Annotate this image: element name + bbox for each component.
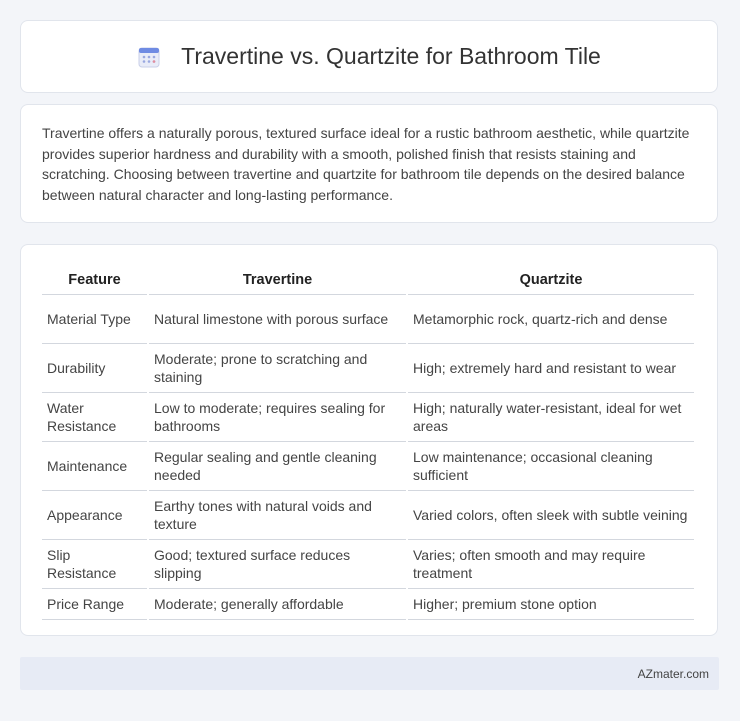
feature-cell: Material Type [42,295,147,344]
intro-card [20,104,718,223]
quartzite-cell: Metamorphic rock, quartz-rich and dense [408,295,694,344]
page-title: Travertine vs. Quartzite for Bathroom Tile [181,43,601,69]
comparison-table [40,263,696,620]
quartzite-cell: High; extremely hard and resistant to wear [408,344,694,393]
feature-cell: Price Range [42,589,147,620]
feature-cell: Maintenance [42,442,147,491]
quartzite-cell: Varies; often smooth and may require treatment [408,540,694,589]
footer-brand: AZmater.com [637,666,709,681]
table-header-row [42,263,694,295]
travertine-cell: Regular sealing and gentle cleaning needed [149,442,406,491]
header-travertine: Travertine [149,263,406,295]
table-row [42,442,694,491]
intro-paragraph: Travertine offers a naturally porous, textured surface ideal for a rustic bathroom aesthetic, while quartzite provides superior hardness and durability with a smooth, polished finish that resists staining and scratching. Choosing between travertine and quartzite for bathroom tile depends on the desired balance between natural character and long-lasting performance. [42,125,690,203]
quartzite-cell: Low maintenance; occasional cleaning sufficient [408,442,694,491]
travertine-cell: Low to moderate; requires sealing for bathrooms [149,393,406,442]
footer-bar [20,657,719,690]
quartzite-cell: Varied colors, often sleek with subtle veining [408,491,694,540]
table-row [42,295,694,344]
travertine-cell: Natural limestone with porous surface [149,295,406,344]
quartzite-cell: High; naturally water-resistant, ideal for wet areas [408,393,694,442]
table-row [42,393,694,442]
table-row [42,491,694,540]
table-row [42,589,694,620]
feature-cell: Appearance [42,491,147,540]
calendar-icon [137,45,161,69]
header-feature: Feature [42,263,147,295]
table-row [42,344,694,393]
header-quartzite: Quartzite [408,263,694,295]
travertine-cell: Earthy tones with natural voids and texture [149,491,406,540]
travertine-cell: Good; textured surface reduces slipping [149,540,406,589]
feature-cell: Water Resistance [42,393,147,442]
comparison-card [20,244,718,636]
table-row [42,540,694,589]
title-card [20,20,718,93]
travertine-cell: Moderate; prone to scratching and staining [149,344,406,393]
feature-cell: Durability [42,344,147,393]
feature-cell: Slip Resistance [42,540,147,589]
quartzite-cell: Higher; premium stone option [408,589,694,620]
travertine-cell: Moderate; generally affordable [149,589,406,620]
